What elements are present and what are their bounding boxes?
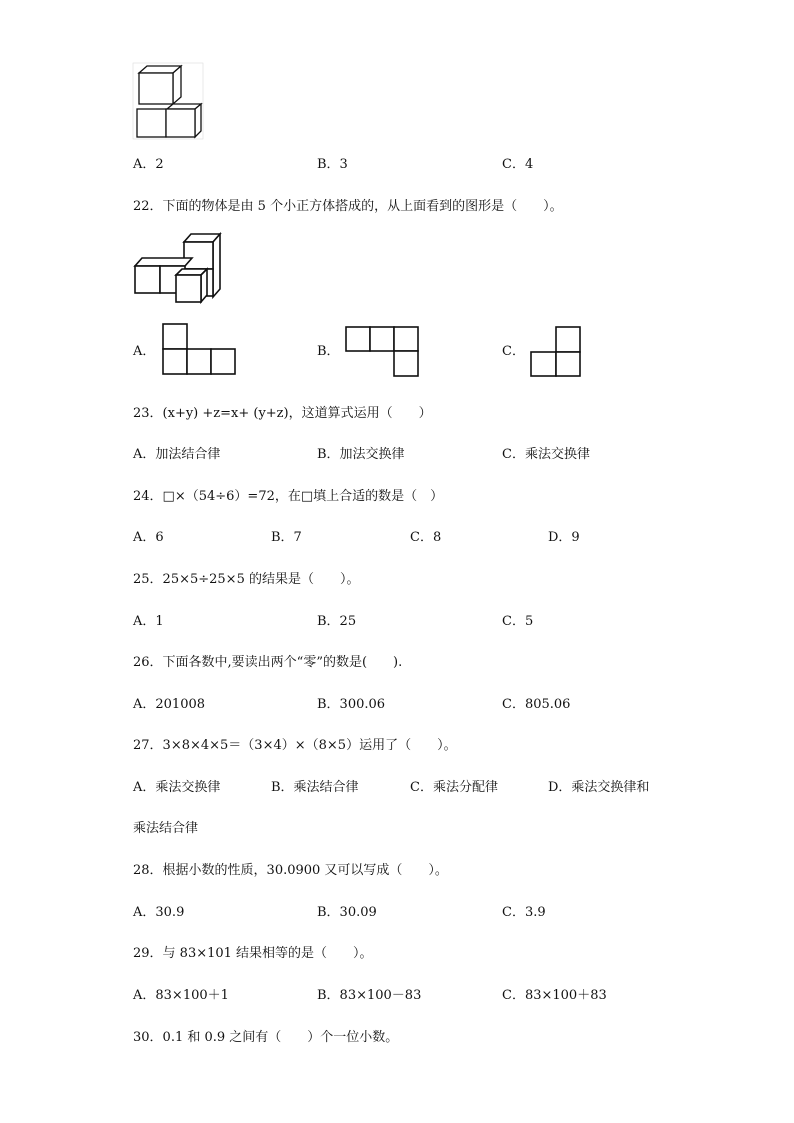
q27-option-d[interactable]: D．乘法交换律和 — [548, 780, 650, 795]
q23-stem: 23．(x+y) +z=x+ (y+z)，这道算式运用（ ） — [133, 406, 432, 421]
q25-option-b[interactable]: B．25 — [317, 614, 357, 629]
q26-option-c[interactable]: C．805.06 — [502, 697, 571, 712]
q27-stem: 27．3×8×4×5＝（3×4）×（8×5）运用了（ ）。 — [133, 738, 457, 753]
q22-option-c-shape[interactable] — [530, 326, 584, 378]
q27-option-c[interactable]: C．乘法分配律 — [410, 780, 498, 795]
q29-stem: 29．与 83×101 结果相等的是（ ）。 — [133, 946, 373, 961]
q27-option-d-continuation: 乘法结合律 — [133, 821, 199, 836]
q23-option-a[interactable]: A．加法结合律 — [133, 447, 221, 462]
q22-option-a[interactable]: A． — [133, 344, 156, 359]
q24-option-c[interactable]: C．8 — [410, 530, 442, 545]
q22-cube-figure — [134, 233, 224, 303]
q22-option-c[interactable]: C． — [502, 344, 525, 359]
q21-option-c[interactable]: C．4 — [502, 157, 534, 172]
q22-option-a-shape[interactable] — [162, 323, 238, 375]
q21-option-b[interactable]: B．3 — [317, 157, 348, 172]
q22-option-b-shape[interactable] — [345, 326, 421, 378]
q29-option-b[interactable]: B．83×100－83 — [317, 988, 422, 1003]
q24-option-a[interactable]: A．6 — [133, 530, 164, 545]
q22-stem: 22．下面的物体是由 5 个小正方体搭成的，从上面看到的图形是（ ）。 — [133, 199, 563, 214]
q26-option-b[interactable]: B．300.06 — [317, 697, 386, 712]
q30-stem: 30．0.1 和 0.9 之间有（ ）个一位小数。 — [133, 1030, 399, 1045]
q21-cube-figure — [133, 63, 203, 139]
q24-option-d[interactable]: D．9 — [548, 530, 580, 545]
q24-option-b[interactable]: B．7 — [271, 530, 302, 545]
q28-option-b[interactable]: B．30.09 — [317, 905, 377, 920]
q25-option-a[interactable]: A．1 — [133, 614, 164, 629]
q27-option-b[interactable]: B．乘法结合律 — [271, 780, 359, 795]
q25-option-c[interactable]: C．5 — [502, 614, 534, 629]
q21-option-a[interactable]: A．2 — [133, 157, 164, 172]
q29-option-c[interactable]: C．83×100＋83 — [502, 988, 607, 1003]
q28-option-c[interactable]: C．3.9 — [502, 905, 546, 920]
q23-option-b[interactable]: B．加法交换律 — [317, 447, 405, 462]
q24-stem: 24．□×（54÷6）=72，在□填上合适的数是（ ） — [133, 489, 444, 504]
q29-option-a[interactable]: A．83×100＋1 — [133, 988, 229, 1003]
q26-stem: 26．下面各数中,要读出两个“零”的数是( ). — [133, 655, 403, 670]
q27-option-a[interactable]: A．乘法交换律 — [133, 780, 221, 795]
q28-option-a[interactable]: A．30.9 — [133, 905, 185, 920]
q28-stem: 28．根据小数的性质，30.0900 又可以写成（ ）。 — [133, 863, 448, 878]
q25-stem: 25．25×5÷25×5 的结果是（ ）。 — [133, 572, 360, 587]
q23-option-c[interactable]: C．乘法交换律 — [502, 447, 590, 462]
q22-option-b[interactable]: B． — [317, 344, 340, 359]
q26-option-a[interactable]: A．201008 — [133, 697, 206, 712]
